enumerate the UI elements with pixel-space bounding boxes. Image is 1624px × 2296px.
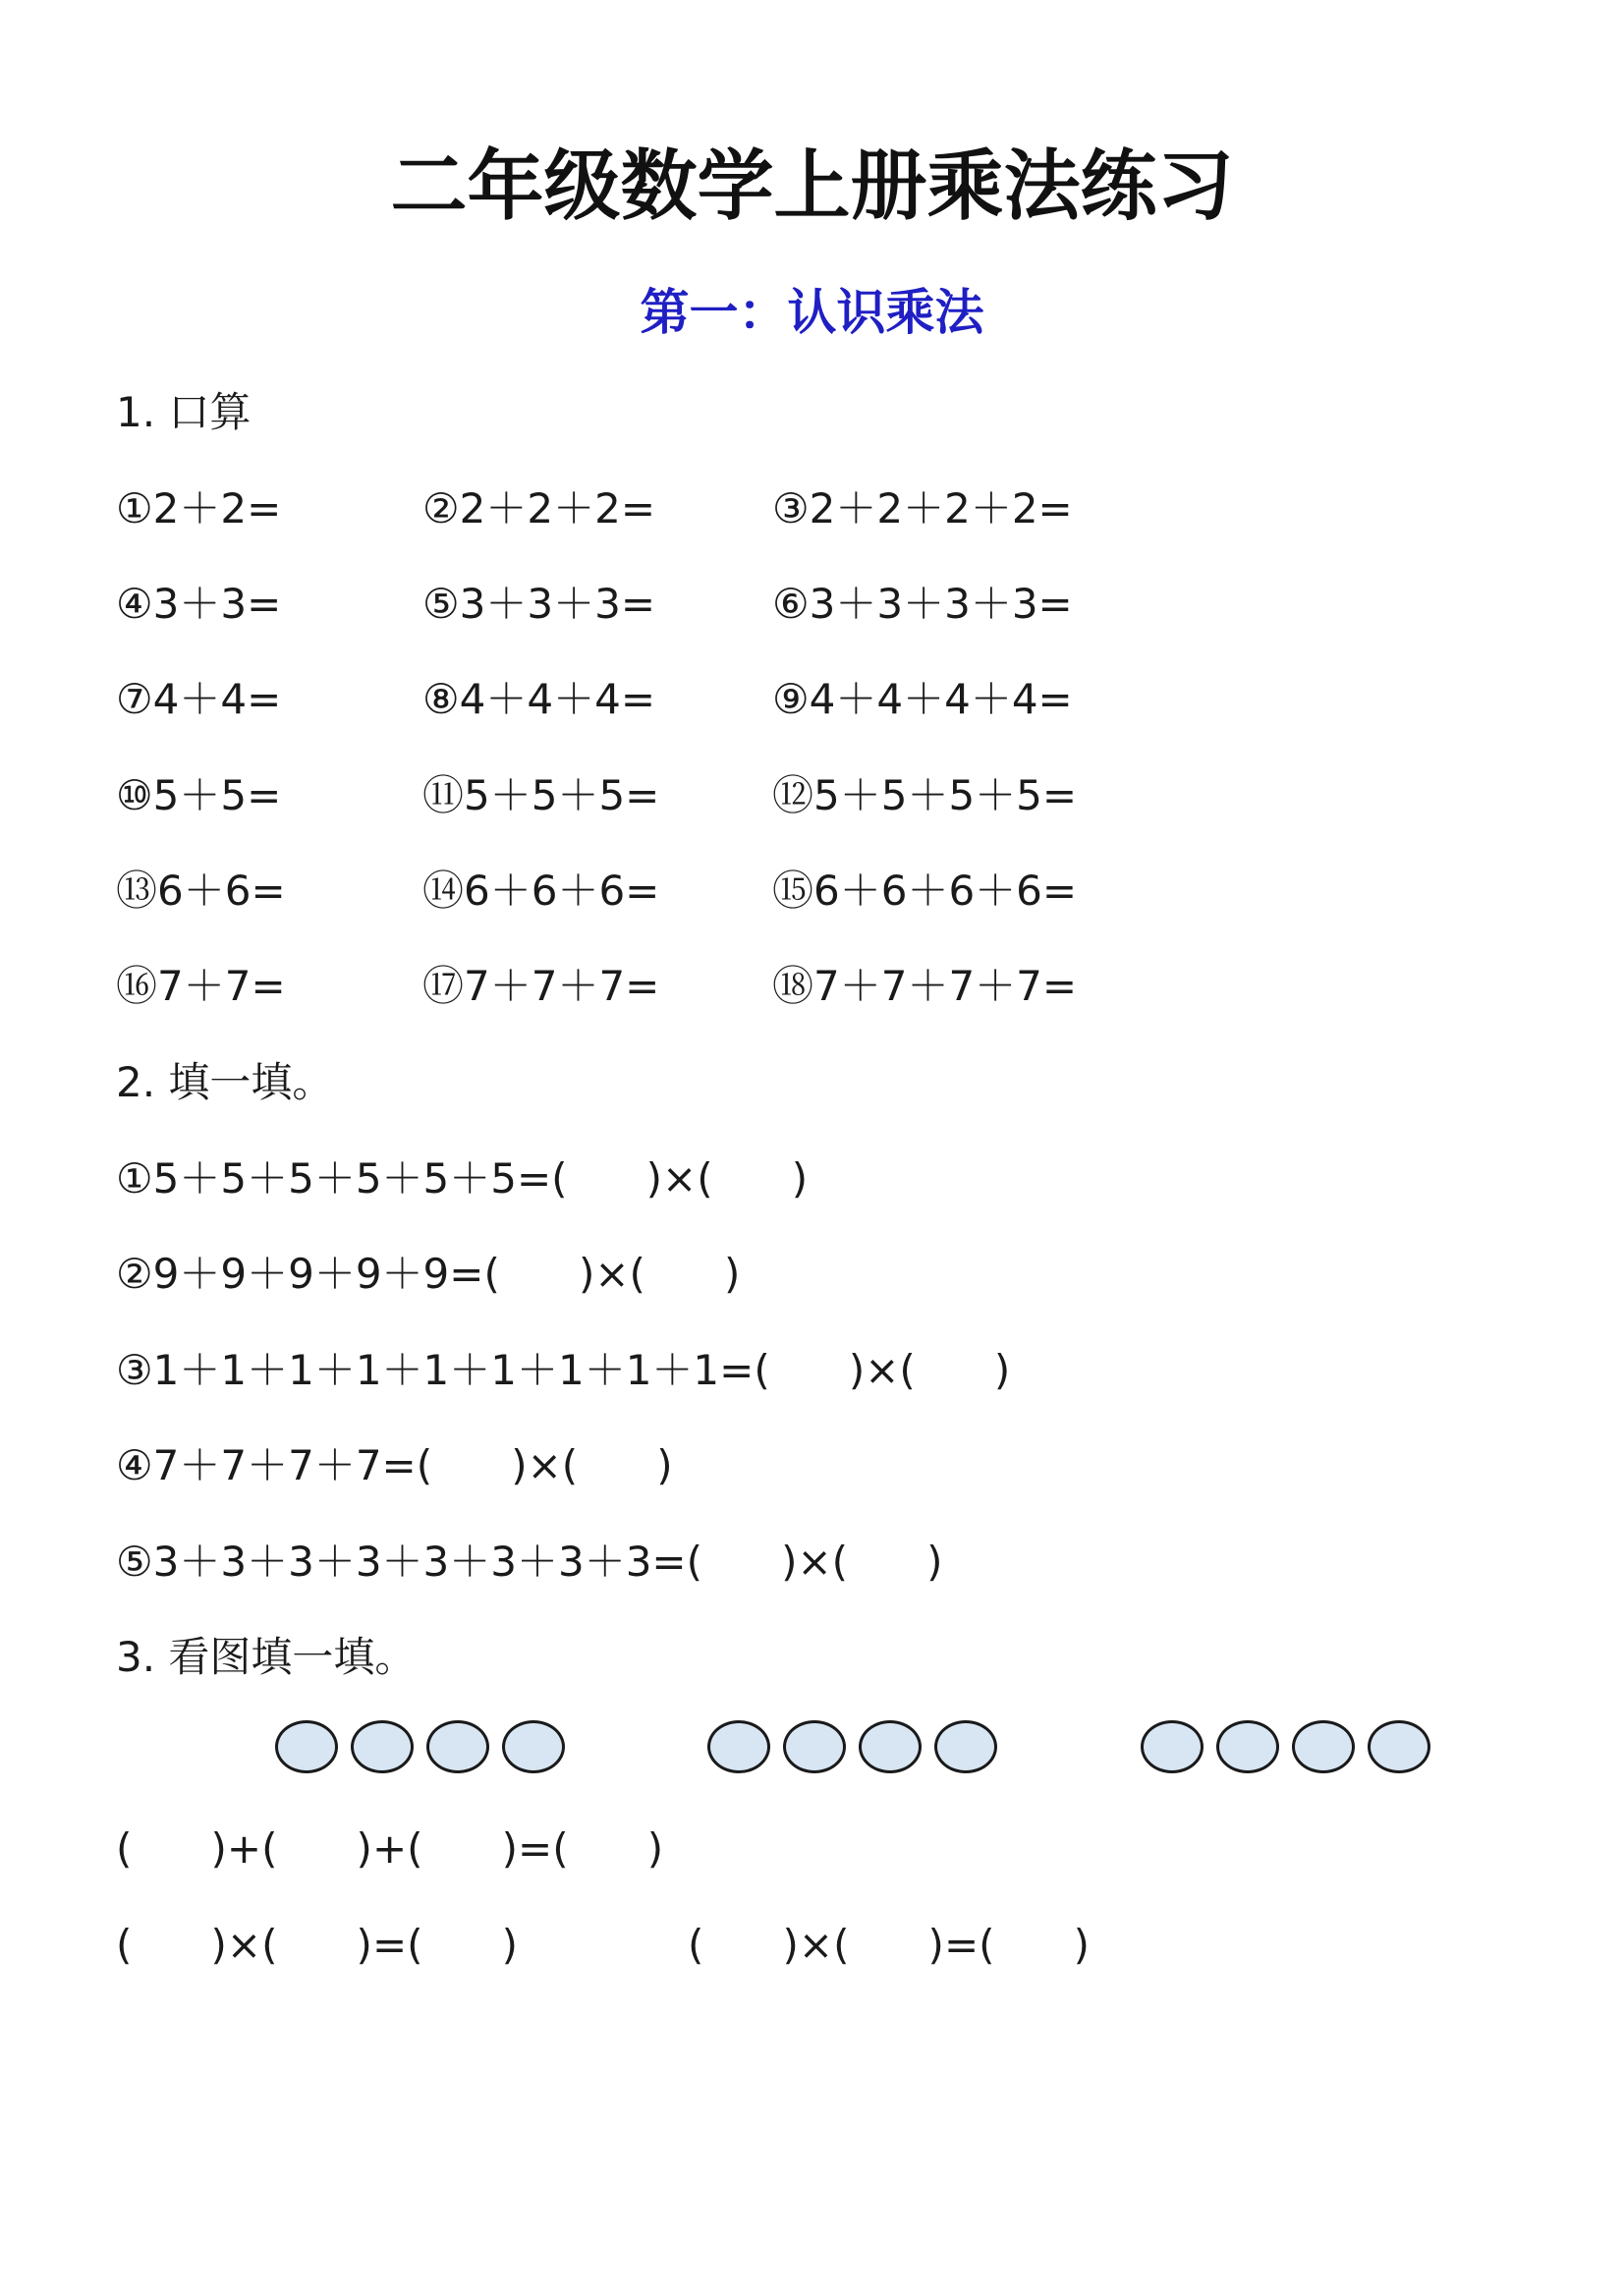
oral-calc-item: ⑫5＋5＋5＋5= (772, 771, 1078, 819)
fill-item: ④7＋7＋7＋7=( )×( ) (116, 1441, 673, 1489)
oral-calc-item: ⑰7＋7＋7= (422, 962, 660, 1010)
oval (707, 1720, 770, 1773)
oral-calc-item: ⑯7＋7= (116, 962, 286, 1010)
oral-calc-item: ⑧4＋4＋4= (422, 675, 656, 723)
oral-calc-item: ②2＋2＋2= (422, 484, 656, 532)
multiplication-fill-line: ( )×( )=( ) (688, 1921, 1091, 1969)
oral-calc-item: ⑮6＋6＋6＋6= (772, 867, 1078, 915)
oral-calc-item: ④3＋3= (116, 580, 282, 628)
oral-calc-item: ⑪5＋5＋5= (422, 771, 660, 819)
oral-calc-item: ⑬6＋6= (116, 867, 286, 915)
section-2-heading: 2. 填一填。 (116, 1058, 334, 1106)
fill-item: ①5＋5＋5＋5＋5＋5=( )×( ) (116, 1154, 809, 1203)
oval (275, 1720, 338, 1773)
multiplication-fill-line: ( )×( )=( ) (116, 1921, 519, 1969)
page-title: 二年级数学上册乘法练习 (390, 142, 1234, 231)
oval (1368, 1720, 1430, 1773)
oval (502, 1720, 565, 1773)
oval (1292, 1720, 1355, 1773)
oval (934, 1720, 997, 1773)
oral-calc-item: ③2＋2＋2＋2= (772, 484, 1073, 532)
section-1-heading: 1. 口算 (116, 388, 252, 436)
fill-item: ⑤3＋3＋3＋3＋3＋3＋3＋3=( )×( ) (116, 1538, 943, 1586)
oral-calc-item: ①2＋2= (116, 484, 282, 532)
addition-fill-line: ( )+( )+( )=( ) (116, 1824, 664, 1873)
oval (351, 1720, 414, 1773)
oral-calc-item: ⑤3＋3＋3= (422, 580, 656, 628)
oral-calc-item: ⑱7＋7＋7＋7= (772, 962, 1078, 1010)
section-3-heading: 3. 看图填一填。 (116, 1633, 417, 1681)
fill-item: ②9＋9＋9＋9＋9=( )×( ) (116, 1250, 741, 1298)
oral-calc-item: ⑨4＋4＋4＋4= (772, 675, 1073, 723)
oral-calc-item: ⑭6＋6＋6= (422, 867, 660, 915)
oval (783, 1720, 846, 1773)
oral-calc-item: ⑥3＋3＋3＋3= (772, 580, 1073, 628)
fill-item: ③1＋1＋1＋1＋1＋1＋1＋1＋1=( )×( ) (116, 1346, 1011, 1394)
oral-calc-item: ⑩5＋5= (116, 771, 282, 819)
oral-calc-item: ⑦4＋4= (116, 675, 282, 723)
oval (1141, 1720, 1204, 1773)
oval (1216, 1720, 1279, 1773)
oval (426, 1720, 489, 1773)
oval (859, 1720, 922, 1773)
section-subtitle: 第一：认识乘法 (640, 284, 984, 341)
